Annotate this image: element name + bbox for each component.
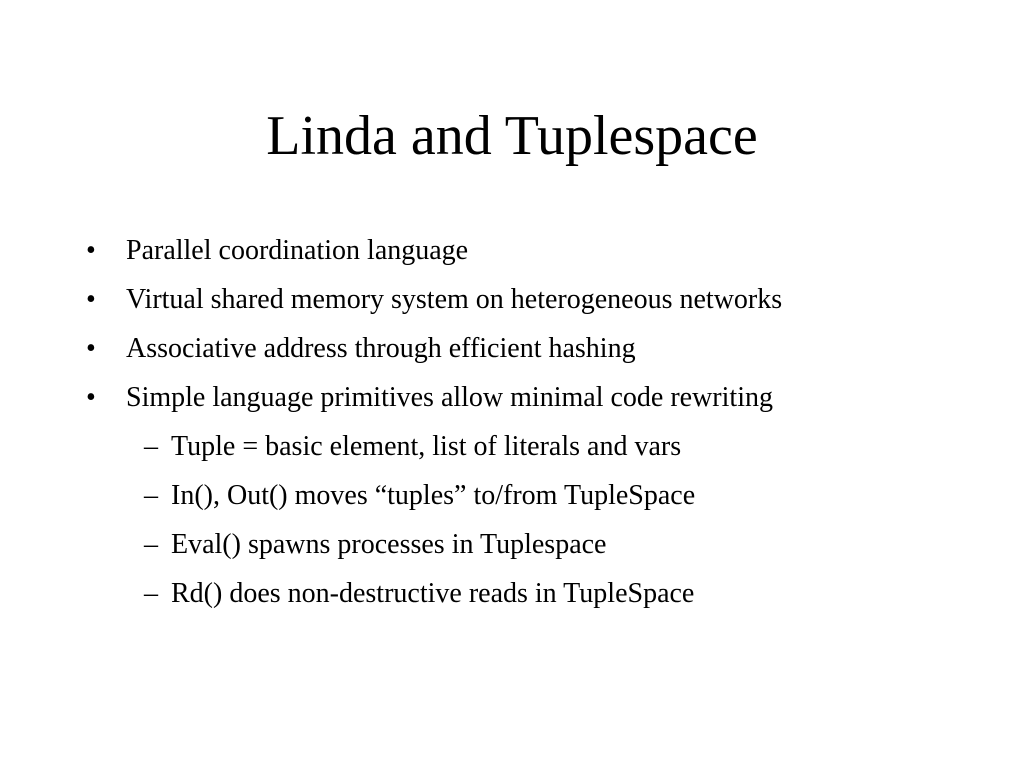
slide-title: Linda and Tuplespace xyxy=(266,105,758,167)
bullet-marker: • xyxy=(86,235,96,266)
bullet-text: Associative address through efficient hashing xyxy=(126,333,636,364)
bullet-text: Simple language primitives allow minimal code rewriting xyxy=(126,382,773,413)
dash-marker: – xyxy=(144,578,158,609)
bullet-marker: • xyxy=(86,333,96,364)
dash-marker: – xyxy=(144,529,158,560)
sub-bullet-text: Tuple = basic element, list of literals and vars xyxy=(171,431,682,462)
bullet-text: Virtual shared memory system on heterogeneous networks xyxy=(126,284,783,315)
sub-bullet-text: Rd() does non-destructive reads in TupleSpace xyxy=(171,578,695,609)
bullet-marker: • xyxy=(86,382,96,413)
sub-bullet-text: In(), Out() moves “tuples” to/from TupleSpace xyxy=(171,480,696,511)
dash-marker: – xyxy=(144,480,158,511)
dash-marker: – xyxy=(144,431,158,462)
sub-bullet-text: Eval() spawns processes in Tuplespace xyxy=(171,529,607,560)
bullet-marker: • xyxy=(86,284,96,315)
bullet-text: Parallel coordination language xyxy=(126,235,469,266)
